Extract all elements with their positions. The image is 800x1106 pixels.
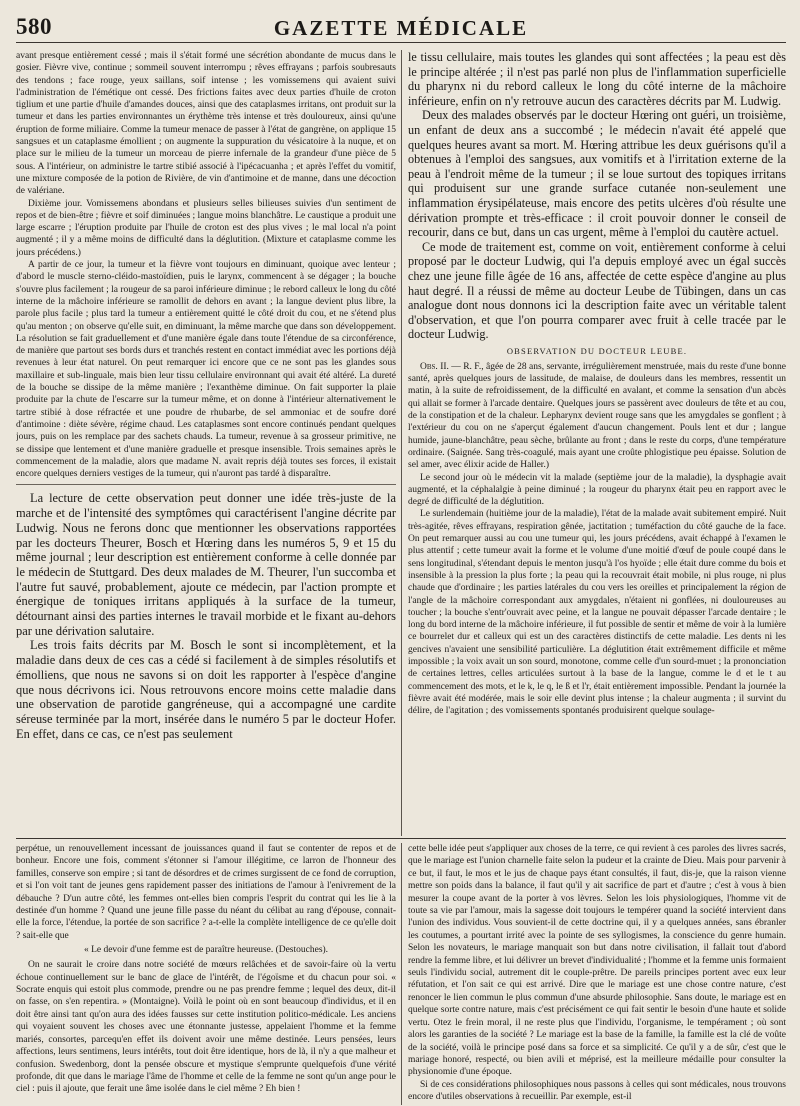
paragraph: Le second jour où le médecin vit la malade (septième jour de la maladie), la dysphagie avait augmenté, et la céphalalgie à peine diminué ; la rougeur du pharynx était peu en rapport avec le degré de difficulté de la déglutition. <box>408 472 786 508</box>
paragraph: On ne saurait le croire dans notre société de mœurs relâchées et de savoir-faire où la vertu échoue continuellement sur le banc de glace de l'intérêt, de l'égoïsme et du chacun pour soi. « Socrate enquis qui estoit plus commode, prendre ou ne pas prendre femme ; lequel des deux, dit-il on fasse, on s'en repentira. » (Montaigne). Voilà le point où en sont beaucoup d'individus, et il en doit être ainsi tant qu'on aura des idées fausses sur cette institution politico-médicale. Les anciens qui voyaient souvent les choses avec une étonnante justesse, appelaient l'homme et la femme mariés, consortes, parcequ'en effet ils doivent avoir une même destinée. Leurs pensées, leurs affections, leurs sentimens, leurs intérêts, tout doit être identique, hors de là, il n'y a que malheur et confusion. Swedenborg, dont la pensée obscure et mystique s'emprunte quelquefois d'une vérité profonde, dit que dans le mariage l'âme de l'homme et celle de la femme ne sont qu'un ange pour le ciel : puis il ajoute, que ferait une âme isolée dans le ciel même ? Eh bien ! <box>16 960 396 1095</box>
paragraph: Deux des malades observés par le docteur Hœring ont guéri, un troisième, un enfant de deux ans a succombé ; le médecin n'avait été appelé que quelques heures avant sa mort. M. Hœring attribue les deux guérisons qu'il a obtenues à l'emploi des sangsues, aux vomitifs et à l'irritation externe de la peau à l'endroit même de la tumeur ; il se loue surtout des topiques irritans qui produisent sur une grande surface cutanée non-seulement une inflammation érysipélateuse, mais encore des petits ulcères d'où résulte une dérivation prompte et très-efficace : il croit pouvoir donner le conseil de recourir, dans ce but, dans un cas urgent, même à l'emploi du cautère actuel. <box>408 108 786 240</box>
paragraph: le tissu cellulaire, mais toutes les glandes qui sont affectées ; la peau est dès le principe altérée ; il n'est pas parlé non plus de l'inflammation superficielle du pharynx ni du rebord calleux le long du côté interne de la mâchoire inférieure, enfin on n'y retrouve aucun des caractères décrits par M. Ludwig. <box>408 50 786 108</box>
column-divider <box>401 50 402 836</box>
paragraph: Si de ces considérations philosophiques nous passons à celles qui sont médicales, nous trouvons encore d'utiles observations à recueillir. Par exemple, est-il <box>408 1079 786 1103</box>
feuilleton-left-column <box>16 843 396 1105</box>
paragraph: perpétue, un renouvellement incessant de jouissances quand il faut se contenter de repos et de bonheur. Encore une fois, comment s'étonner si l'amour illégitime, ce larron de l'honneur des familles, conserve son empire ; si tant de désordres et de crimes surgissent de ce fond de corruption, et si l'on voit tant de jeunes gens rapidement passer des initiations de l'amour à l'enivrement de la débauche ? D'un autre côté, les femmes ont-elles bien compris l'esprit du contrat qui les lie à la destinée d'un homme ? Quand une jeune fille passe du néant du célibat au rang d'épouse, connait-elle la force, l'étendue, la portée de son sacrifice ? a-t-elle la complète intelligence de ce qu'elle doit ? sait-elle que <box>16 844 396 941</box>
paragraph: Le surlendemain (huitième jour de la maladie), l'état de la malade avait subitement empiré. Nuit très-agitée, rêves effrayans, respiration gênée, jactitation ; tuméfaction du côté gauche de la face. On peut remarquer aussi au cou une tumeur qui, les jours précédens, avait échappé à l'examen le plus attentif ; cette tumeur avait la forme et le volume d'une moitié d'œuf de poule coupé dans le sens longitudinal, s'étendant depuis le menton jusqu'à l'os hyoïde ; elle était dure comme du bois et insensible à la pression la plus forte ; la peau qui la recouvrait était mobile, ni plus rouge, ni plus chaude que d'ordinaire ; les parties latérales du cou vers les oreilles et principalement la région de l'angle de la mâchoire correspondant aux amygdales, n'étaient ni gonflées, ni douloureuses au toucher ; la bouche s'entr'ouvrait avec peine, et la langue ne pouvait dépasser l'arcade dentaire ; le long du bord interne de la mâchoire inférieure, il fut possible de sentir et même de voir à la lumière ce bourrelet dur et calleux qui est un des caractères distinctifs de cette maladie. Les dents ni les gencives n'avaient une sensibilité particulière. La déglutition était extrêmement difficile et même impossible ; la voix avait un son sourd, monotone, comme celle d'un sourd-muet ; la prononciation de certaines lettres, celles articulées surtout à la base de la langue, comme le d et le t au commencement des mots, et le k, le q, le ß et l'r, était entièrement impossible. Pendant la journée la fièvre avait été modérée, mais le soir elle devint plus intense ; la chaleur augmenta ; il survint du délire, de l'agitation ; des vomissements spontanés produisirent quelque soulage- <box>408 509 786 717</box>
page-header <box>16 14 786 44</box>
paragraph: cette belle idée peut s'appliquer aux choses de la terre, ce qui revient à ces paroles des livres sacrés, que le mariage est l'union charnelle faite selon la pudeur et la crainte de Dieu. Mais pour parvenir à ce but, il faut, le mos et le jus de chaque pays étant consultés, il faut, dis-je, que la raison vienne mettre son poids dans la balance, il faut qu'il y ait sacrifice de part et d'autre ; c'est à vous à bien mesurer la coupe avant de la porter à vos lèvres. Selon les lois physiologiques, l'homme vit de toute sa vie par l'amour, mais la sagesse doit toujours le tempérer quand la société intervient dans l'union des individus. Vous souvient-il de cette doctrine qui, il y a quelques années, sans ébranler les coutumes, a pourtant irrité avec la pointe de ses syllogismes, la conscience du genre humain. Selon les novateurs, le mariage manquait son but dans notre civilisation, il fallait tout d'abord rendre la femme libre, et lui délivrer un brevet d'individualité ; l'homme et la femme unis formaient seuls l'individu social, autrement dit le couple-prêtre. De pareils principes portent avec eux leur réfutation, et l'on sait ce qui est arrivé. Dire que le mariage est une chose contre nature, c'est renoncer le lien commun le plus commun d'une absurde philosophie. Sans doute, le mariage est en quelque sorte contre nature, mais c'est précisément ce qui fait sentir le besoin d'une haute et solide vertu. Otez le frein moral, il ne reste plus que l'individu, l'organisme, le tempérament ; où sont alors les garanties de la société ? Le mariage est la base de la famille, la famille est la clé de voûte de la société, voilà le principe posé dans sa force et sa simplicité. Ce qu'il y a de sûr, c'est que le mariage honoré, respecté, ou bien avili et méprisé, est la meilleure médaille pour consulter la physionomie d'une époque. <box>408 844 786 1078</box>
feuilleton-rule <box>16 838 786 839</box>
paragraph: Dixième jour. Vomissemens abondans et plusieurs selles bilieuses suivies d'un sentiment de repos et de bien-être ; fièvre et soif diminuées ; langue moins blanchâtre. Le caustique a produit une large escarre ; l'éruption produite par l'huile de croton est des plus vives ; le mal local n'a point augmenté ; il y a même moins de difficulté dans la déglutition. (Mixture et cataplasme comme les jours précédens.) <box>16 198 396 258</box>
right-column <box>408 50 786 836</box>
commentary-continued <box>408 50 786 342</box>
paragraph: avant presque entièrement cessé ; mais il s'était formé une sécrétion abondante de mucus dans le gosier. Fièvre vive, continue ; sommeil souvent interrompu ; rêves effrayans ; parfois soubresauts des tendons ; face rouge, yeux saillans, soif intense ; les vomissemens qui avaient suivi l'administration de l'émétique ont cessé. Des frictions faites avec deux parties d'huile de croton tiglium et une partie d'huile d'amandes douces, ainsi que des cataplasmes irritans, ont produit sur la tumeur et dans les parties environnantes un érythème très intense et très douloureux, ainsi qu'une éruption de forme miliaire. Comme la tumeur menace de passer à l'état de gangrène, on applique 15 sangsues et un cataplasme émollient ; on augmente la suppuration du vésicatoire à la nuque, et on place sur le milieu de la tumeur un morceau de pierre infernale de la grandeur d'une pièce de 5 sous. A l'intérieur, on administre le tartre stibié associé à l'ipécacuanha ; et après l'effet du vomitif, une mixture composée de la potion de Rivière, de vin d'antimoine et de manne, dans une décoction de valériane. <box>16 51 396 197</box>
header-rule <box>16 42 786 43</box>
case-observation <box>408 361 786 718</box>
paragraph: Les trois faits décrits par M. Bosch le sont si incomplètement, et la maladie dans deux de ces cas a cédé si facilement à de simples résolutifs et émolliens, que nous ne savons si on doit les rapporter à l'espèce d'angine que nous décrivons ici. Nous retrouvons encore moins cette maladie dans une observation de parotide gangréneuse, qui a accompagné une cardite séreuse terminée par la mort, insérée dans le numéro 5 par le docteur Hofer. En effet, dans ce cas, ce n'est pas seulement <box>16 638 396 741</box>
feuilleton-divider <box>401 843 402 1105</box>
paragraph: Ce mode de traitement est, comme on voit, entièrement conforme à celui proposé par le docteur Ludwig, qui l'a depuis employé avec un égal succès chez une jeune fille âgée de 16 ans, affectée de cette espèce d'angine au plus haut degré. Il a réussi de même au docteur Leube de Tübingen, dans un cas analogue dont nous donnons ici la description faite avec un véritable talent d'observation, et que l'on pourra comparer avec fruit à celle tracée par le docteur Ludwig. <box>408 239 786 342</box>
observation-label: Obs. II. <box>420 361 449 372</box>
paragraph: A partir de ce jour, la tumeur et la fièvre vont toujours en diminuant, quoique avec lenteur ; d'abord le muscle sterno-cléido-mastoïdien, puis le larynx, commencent à se dégager ; la bouche s'ouvre plus facilement ; la rougeur de sa paroi inférieure diminue ; le rebord calleux le long du côté interne de la mâchoire inférieure se ramollit de dehors en avant ; la langue devient plus libre, la parole plus facile ; plus tard la tumeur a entièrement quitté le côté droit du cou, et ne s'étend plus qu'au menton ; on observe qu'elle suit, en diminuant, la même marche que dans son développement. La résolution se fait graduellement et d'une manière égale dans toute l'étendue de sa circonférence, de manière que partout ses bords durs et tranchés restent en contact immédiat avec les portions déjà revenues à leur état naturel. On peut remarquer ici encore que ce ne sont pas les glandes sous maxillaire et sub-linguale, mais bien leur tissu cellulaire environnant qui avait été altéré. La dureté de la bouche se dissipe de la même manière ; l'exanthème diminue. On fait supporter la plaie produite par la chute de l'escarre sur la tumeur même, et on donne à l'intérieur alternativement le tartre stibié à dose réfractée et une poudre de rhubarbe, de sel ammoniac et de soufre doré d'antimoine : diète sévère, régime chaud. Les cataplasmes sont encore continués pendant quelques jours, puis on les remplace par des sachets chauds. La tumeur, revenue à sa grosseur primitive, ne se dissipe que lentement et d'une manière graduelle et presque insensible. Trois semaines après le commencement de la maladie, alors que madame N. avait repris déjà toutes ses forces, il existait encore quelques derniers vestiges de la tumeur, qui n'auront pas tardé à disparaître. <box>16 260 396 480</box>
page-number: 580 <box>16 14 52 39</box>
case-continuation <box>16 50 396 480</box>
commentary <box>16 491 396 741</box>
case-heading: OBSERVATION DU DOCTEUR LEUBE. <box>506 345 688 356</box>
feuilleton-right-column <box>408 843 786 1105</box>
separator-rule <box>16 484 396 485</box>
left-column <box>16 50 396 836</box>
quotation: « Le devoir d'une femme est de paraître heureuse. (Destouches). <box>83 945 329 956</box>
journal-title: GAZETTE MÉDICALE <box>273 16 529 40</box>
paragraph-text: — R. F., âgée de 28 ans, servante, irrégulièrement menstruée, mais du reste d'une bonne santé, après quelques jours de lassitude, de malaise, de douleurs dans les membres, ressentit un matin, à la suite de refroidissement, de la difficulté en avalant, et comme la sensation d'un abcès qui allait se former à l'arcade dentaire. Quelques jours se passèrent avec douleurs de tête et au cou, de la constipation et de la chaleur. Lepharynx devient rouge sans que les amygdales se gonflent ; à l'extérieur du cou on ne s'aperçut également d'aucun changement. Pouls lent et dur ; langue humide, jaune-blanchâtre, peau sèche, brûlante au front ; dans le reste du corps, d'une température ordinaire. (Saignée. Sang très-coagulé, mais ayant une croûte phlogistique peu épaisse. Solution de sel amer, avec élixir acide de Haller.) <box>408 361 786 471</box>
paragraph <box>408 361 786 472</box>
paragraph: La lecture de cette observation peut donner une idée très-juste de la marche et de l'intensité des symptômes qui caractérisent l'angine décrite par Ludwig. Nous ne ferons donc que mentionner les observations rapportées par les docteurs Theurer, Bosch et Hœring dans les numéros 5, 9 et 15 du même journal ; leur description est entièrement conforme à celle donnée par le médecin de Stuttgard. Des deux malades de M. Theurer, l'un succomba et l'autre fut sauvé, probablement, ajoute ce médecin, par l'action prompte et énergique de toniques irritans appliqués à la surface de la tumeur, détournant ainsi des parties internes le travail morbide et le fixant au-dehors par une dérivation salutaire. <box>16 491 396 638</box>
